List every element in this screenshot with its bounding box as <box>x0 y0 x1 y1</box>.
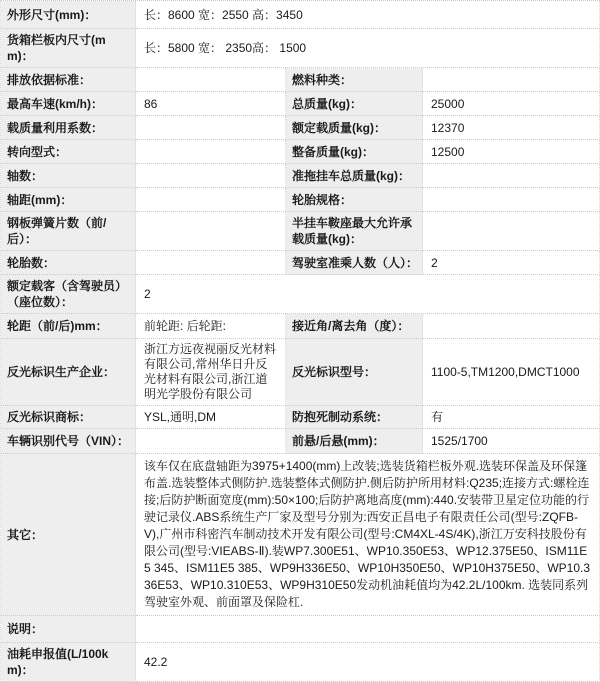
spec-value-rated-load: 12370 <box>423 116 600 140</box>
spec-label-fuel-type: 燃料种类： <box>286 68 423 92</box>
spec-value-track-width: 前轮距: 后轮距: <box>136 314 286 339</box>
table-row <box>1 339 600 406</box>
spec-value-leaf-springs <box>136 212 286 251</box>
spec-value-gross-mass: 25000 <box>423 92 600 116</box>
spec-label-other: 其它： <box>1 454 136 616</box>
spec-value-remarks <box>136 616 600 643</box>
spec-label-gross-mass: 总质量(kg)： <box>286 92 423 116</box>
spec-value-load-utilization <box>136 116 286 140</box>
spec-value-reflector-manufacturer: 浙江方远夜视丽反光材料有限公司,常州华日升反光材料有限公司,浙江道明光学股份有限公司 <box>136 339 286 406</box>
spec-label-cargo-box-size: 货箱栏板内尺寸(mm)： <box>1 29 136 68</box>
spec-label-remarks: 说明： <box>1 616 136 643</box>
spec-value-axle-count <box>136 164 286 188</box>
spec-label-reflector-manufacturer: 反光标识生产企业： <box>1 339 136 406</box>
spec-label-leaf-springs: 钢板弹簧片数（前/后）： <box>1 212 136 251</box>
spec-value-reflector-model: 1100-5,TM1200,DMCT1000 <box>423 339 600 406</box>
spec-label-reflector-model: 反光标识型号： <box>286 339 423 406</box>
spec-label-cab-passengers: 驾驶室准乘人数（人）： <box>286 251 423 275</box>
spec-label-curb-weight: 整备质量(kg)： <box>286 140 423 164</box>
spec-value-other: 该车仅在底盘轴距为3975+1400(mm)上改装;选装货箱栏板外观.选装环保盖及环保篷布盖.选装整体式侧防护.选装整体式侧防护.侧后防护所用材料:Q235;连接方式:螺栓连接;后防护断面宽度(mm):50×100;后防护离地高度(mm):440.安装带卫星定位功能的行驶记录仪.ABS系统生产厂家及型号分别为:西安正昌电子有限责任公司(型号:ZQFB-V),广州市科密汽车制动技术开发有限公司(型号:CM4XL-4S/4K),浙江万安科技股份有限公司(型号:VIEABS-Ⅱ).装WP7.300E51、WP10.350E53、WP12.375E50、ISM11E5 345、ISM11E5 385、WP9H336E50、WP10H350E50、WP10H375E50、WP10.336E53、WP10.310E53、WP9H310E50发动机油耗值均为42.2L/100km. 选装同系列驾驶室外观、前面罩及保险杠. <box>136 454 600 616</box>
spec-value-saddle-load <box>423 212 600 251</box>
table-row <box>1 116 600 140</box>
spec-label-fuel-consumption: 油耗申报值(L/100km)： <box>1 643 136 682</box>
spec-value-curb-weight: 12500 <box>423 140 600 164</box>
spec-value-tire-spec <box>423 188 600 212</box>
table-row <box>1 212 600 251</box>
spec-label-wheelbase: 轴距(mm)： <box>1 188 136 212</box>
spec-value-wheelbase <box>136 188 286 212</box>
spec-value-dimensions: 长：8600 宽：2550 高：3450 <box>136 1 600 29</box>
table-row <box>1 164 600 188</box>
table-row <box>1 275 600 314</box>
spec-label-rated-seats: 额定载客（含驾驶员）（座位数）： <box>1 275 136 314</box>
spec-label-load-utilization: 载质量利用系数： <box>1 116 136 140</box>
spec-value-abs: 有 <box>423 406 600 429</box>
spec-value-fuel-type <box>423 68 600 92</box>
table-row <box>1 429 600 454</box>
spec-label-dimensions: 外形尺寸(mm)： <box>1 1 136 29</box>
spec-label-max-speed: 最高车速(km/h)： <box>1 92 136 116</box>
spec-label-emission-standard: 排放依据标准： <box>1 68 136 92</box>
spec-value-cargo-box-size: 长：5800 宽： 2350高： 1500 <box>136 29 600 68</box>
spec-label-rated-load: 额定载质量(kg)： <box>286 116 423 140</box>
spec-value-cab-passengers: 2 <box>423 251 600 275</box>
table-row <box>1 188 600 212</box>
spec-label-trailer-mass: 准拖挂车总质量(kg)： <box>286 164 423 188</box>
table-row <box>1 29 600 68</box>
spec-label-approach-angle: 接近角/离去角（度）： <box>286 314 423 339</box>
spec-label-steering-type: 转向型式： <box>1 140 136 164</box>
spec-value-emission-standard <box>136 68 286 92</box>
spec-label-tire-spec: 轮胎规格： <box>286 188 423 212</box>
table-row <box>1 1 600 29</box>
spec-value-overhang: 1525/1700 <box>423 429 600 454</box>
spec-value-max-speed: 86 <box>136 92 286 116</box>
spec-value-rated-seats: 2 <box>136 275 600 314</box>
table-row <box>1 68 600 92</box>
spec-value-tire-count <box>136 251 286 275</box>
table-row <box>1 251 600 275</box>
spec-label-tire-count: 轮胎数： <box>1 251 136 275</box>
spec-label-vin: 车辆识别代号（VIN）： <box>1 429 136 454</box>
spec-label-overhang: 前悬/后悬(mm)： <box>286 429 423 454</box>
spec-value-trailer-mass <box>423 164 600 188</box>
spec-label-saddle-load: 半挂车鞍座最大允许承载质量(kg)： <box>286 212 423 251</box>
spec-value-vin <box>136 429 286 454</box>
table-row <box>1 616 600 643</box>
spec-value-steering-type <box>136 140 286 164</box>
table-row <box>1 92 600 116</box>
spec-value-reflector-brand: YSL,通明,DM <box>136 406 286 429</box>
spec-value-approach-angle <box>423 314 600 339</box>
spec-label-track-width: 轮距（前/后)mm： <box>1 314 136 339</box>
table-row <box>1 314 600 339</box>
spec-label-abs: 防抱死制动系统： <box>286 406 423 429</box>
table-row <box>1 454 600 616</box>
spec-label-axle-count: 轴数： <box>1 164 136 188</box>
table-row <box>1 643 600 682</box>
spec-label-reflector-brand: 反光标识商标： <box>1 406 136 429</box>
table-row <box>1 140 600 164</box>
table-row <box>1 406 600 429</box>
spec-value-fuel-consumption: 42.2 <box>136 643 600 682</box>
